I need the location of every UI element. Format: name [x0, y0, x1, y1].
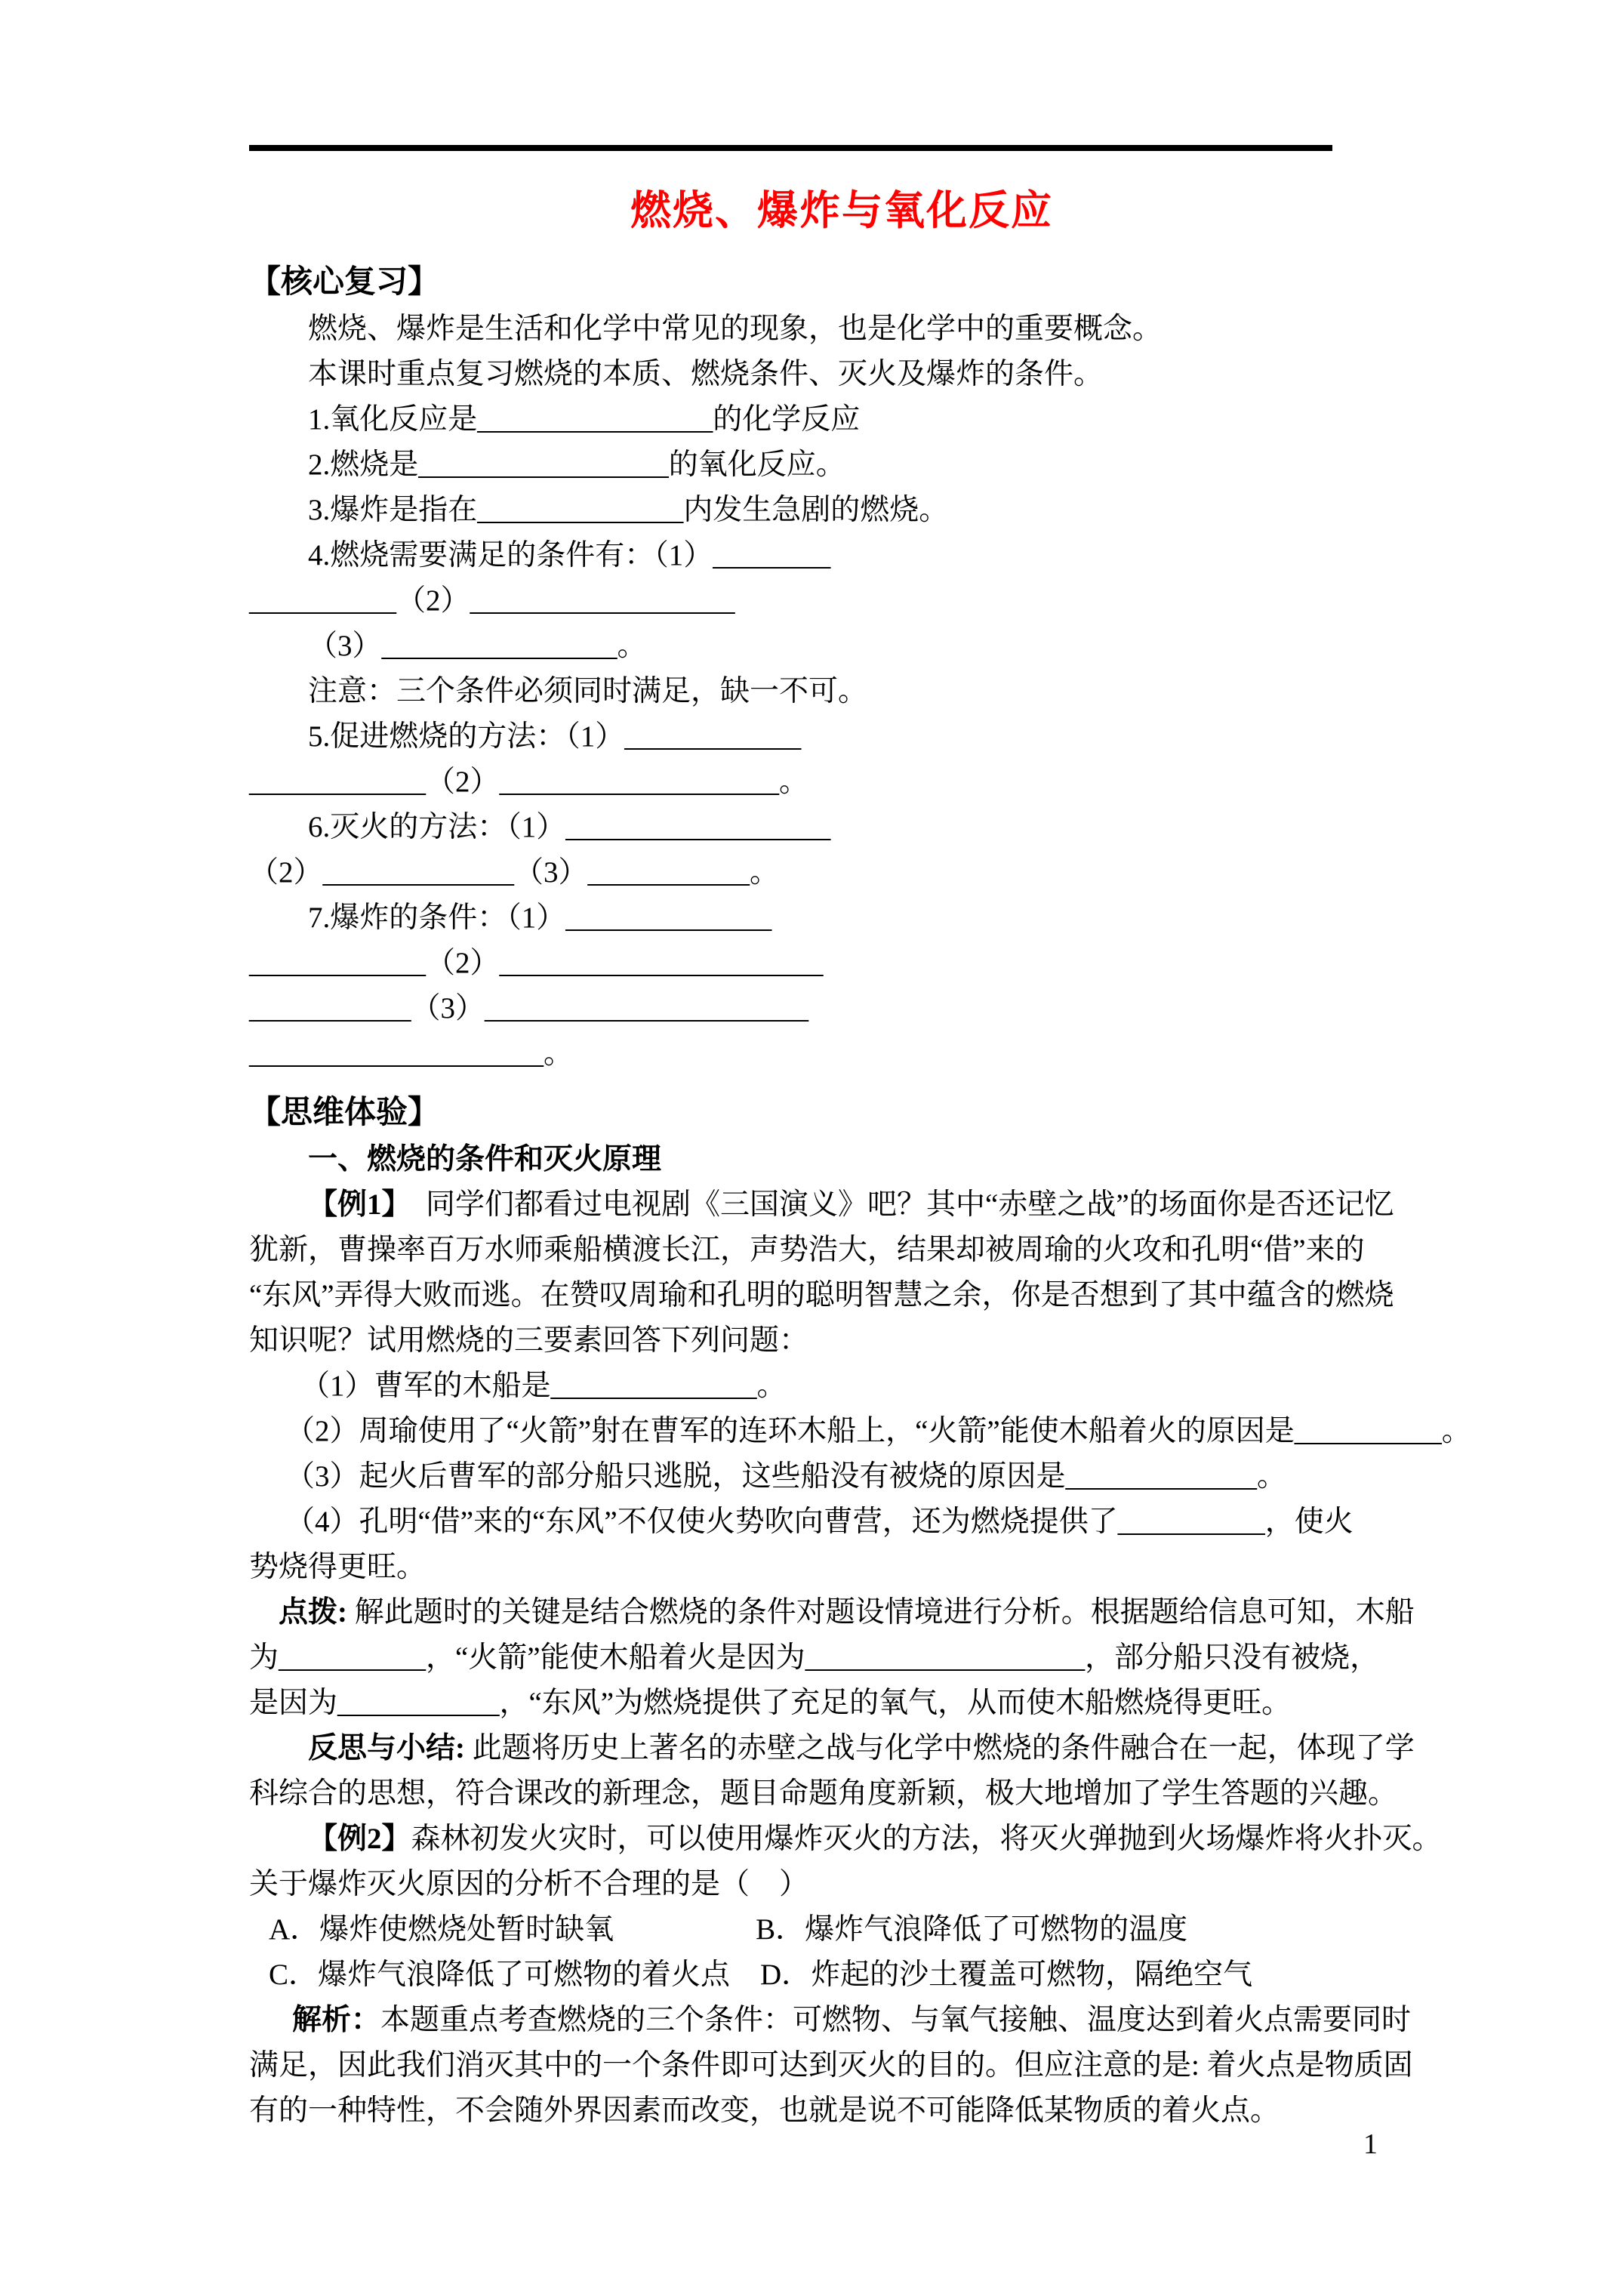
worksheet-line-7: 7.爆炸的条件：（1）______________ — [308, 901, 772, 934]
worksheet-line-4: 4.燃烧需要满足的条件有：（1）________ — [308, 539, 831, 572]
analysis-label: 解析： — [292, 2004, 381, 2036]
options-line-ab — [249, 1907, 1434, 1952]
example1-line: 知识呢？试用燃烧的三要素回答下列问题： — [249, 1324, 809, 1357]
section-heading-core-review: 【核心复习】 — [249, 264, 440, 299]
page-title: 燃烧、爆炸与氧化反应 — [630, 188, 1053, 233]
worksheet-line-5-cont: ____________（2）___________________。 — [249, 766, 808, 798]
question-line-4: （4）孔明“借”来的“东风”不仅使火势吹向曹营，还为燃烧提供了__________，使火 — [285, 1505, 1354, 1538]
page-number: 1 — [1363, 2128, 1378, 2160]
example1-label: 【例1】 — [308, 1188, 397, 1221]
example1-line: “东风”弄得大败而逃。在赞叹周瑜和孔明的聪明智慧之余，你是否想到了其中蕴含的燃烧 — [249, 1279, 1394, 1311]
section-heading-thinking: 【思维体验】 — [249, 1094, 440, 1130]
example2-line: 关于爆炸灭火原因的分析不合理的是（ ） — [249, 1868, 809, 1900]
analysis-line — [249, 1998, 1434, 2043]
hint-text: 解此题时的关键是结合燃烧的条件对题设情境进行分析。根据题给信息可知，木船 — [347, 1596, 1415, 1629]
worksheet-line-7-cont2: ___________（3）______________________ — [249, 992, 808, 1025]
example1-text: 同学们都看过电视剧《三国演义》吧？其中“赤壁之战”的场面你是否还记忆 — [396, 1188, 1394, 1221]
hint-line — [249, 1590, 1434, 1635]
document-body — [249, 181, 1471, 2134]
topic-heading: 一、燃烧的条件和灭火原理 — [308, 1143, 662, 1176]
summary-label: 反思与小结: — [308, 1732, 465, 1764]
intro-line: 本课时重点复习燃烧的本质、燃烧条件、灭火及爆炸的条件。 — [308, 358, 1104, 390]
analysis-line: 有的一种特性，不会随外界因素而改变，也就是说不可能降低某物质的着火点。 — [249, 2094, 1280, 2127]
analysis-text: 本题重点考查燃烧的三个条件：可燃物、与氧气接触、温度达到着火点需要同时 — [380, 2004, 1412, 2036]
option-b: B．爆炸气浪降低了可燃物的温度 — [756, 1913, 1188, 1946]
hint-label: 点拨: — [279, 1596, 347, 1629]
intro-line: 燃烧、爆炸是生活和化学中常见的现象，也是化学中的重要概念。 — [308, 313, 1163, 345]
option-a: A．爆炸使燃烧处暂时缺氧 — [269, 1913, 614, 1946]
example1-line — [249, 1182, 1434, 1228]
example2-line — [249, 1817, 1442, 1862]
summary-line — [249, 1726, 1434, 1771]
worksheet-line-7-cont3: ____________________。 — [249, 1037, 574, 1070]
question-line-4-cont: 势烧得更旺。 — [249, 1551, 427, 1583]
option-d: D．炸起的沙土覆盖可燃物，隔绝空气 — [760, 1959, 1253, 1991]
worksheet-line-4-cont2: （3）________________。 — [308, 630, 647, 662]
worksheet-line-4-cont: __________（2）__________________ — [249, 584, 735, 617]
worksheet-line-3: 3.爆炸是指在______________内发生急剧的燃烧。 — [308, 494, 949, 526]
hint-line: 是因为___________，“东风”为燃烧提供了充足的氧气，从而使木船燃烧得更旺。 — [249, 1687, 1292, 1719]
worksheet-line-6-cont: （2）_____________（3）___________。 — [249, 856, 779, 889]
question-line-1: （1）曹军的木船是______________。 — [300, 1370, 787, 1402]
analysis-line: 满足，因此我们消灭其中的一个条件即可达到灭火的目的。但应注意的是: 着火点是物质固 — [249, 2049, 1413, 2082]
hint-line: 为__________，“火箭”能使木船着火是因为___________________，部分船只没有被烧， — [249, 1641, 1380, 1674]
options-line-cd — [249, 1952, 1434, 1998]
worksheet-line-2: 2.燃烧是_________________的氧化反应。 — [308, 448, 845, 481]
summary-line: 科综合的思想，符合课改的新理念，题目命题角度新颖，极大地增加了学生答题的兴趣。 — [249, 1777, 1398, 1810]
question-line-3: （3）起火后曹军的部分船只逃脱，这些船没有被烧的原因是_____________。 — [285, 1460, 1287, 1493]
worksheet-line-1: 1.氧化反应是________________的化学反应 — [308, 403, 861, 436]
option-c: C．爆炸气浪降低了可燃物的着火点 — [269, 1959, 731, 1991]
summary-text: 此题将历史上著名的赤壁之战与化学中燃烧的条件融合在一起，体现了学 — [465, 1732, 1415, 1764]
worksheet-line-7-cont: ____________（2）______________________ — [249, 947, 824, 979]
worksheet-line-6: 6.灭火的方法：（1）__________________ — [308, 811, 831, 843]
note-line: 注意：三个条件必须同时满足，缺一不可。 — [308, 675, 868, 707]
worksheet-line-5: 5.促进燃烧的方法：（1）____________ — [308, 720, 802, 753]
example2-text: 森林初发火灾时，可以使用爆炸灭火的方法，将灭火弹抛到火场爆炸将火扑灭。 — [411, 1823, 1442, 1855]
example1-line: 犹新，曹操率百万水师乘船横渡长江，声势浩大，结果却被周瑜的火攻和孔明“借”来的 — [249, 1234, 1365, 1266]
question-line-2: （2）周瑜使用了“火箭”射在曹军的连环木船上，“火箭”能使木船着火的原因是__________。 — [285, 1415, 1471, 1447]
header-rule — [249, 145, 1332, 151]
example2-label: 【例2】 — [308, 1823, 411, 1855]
